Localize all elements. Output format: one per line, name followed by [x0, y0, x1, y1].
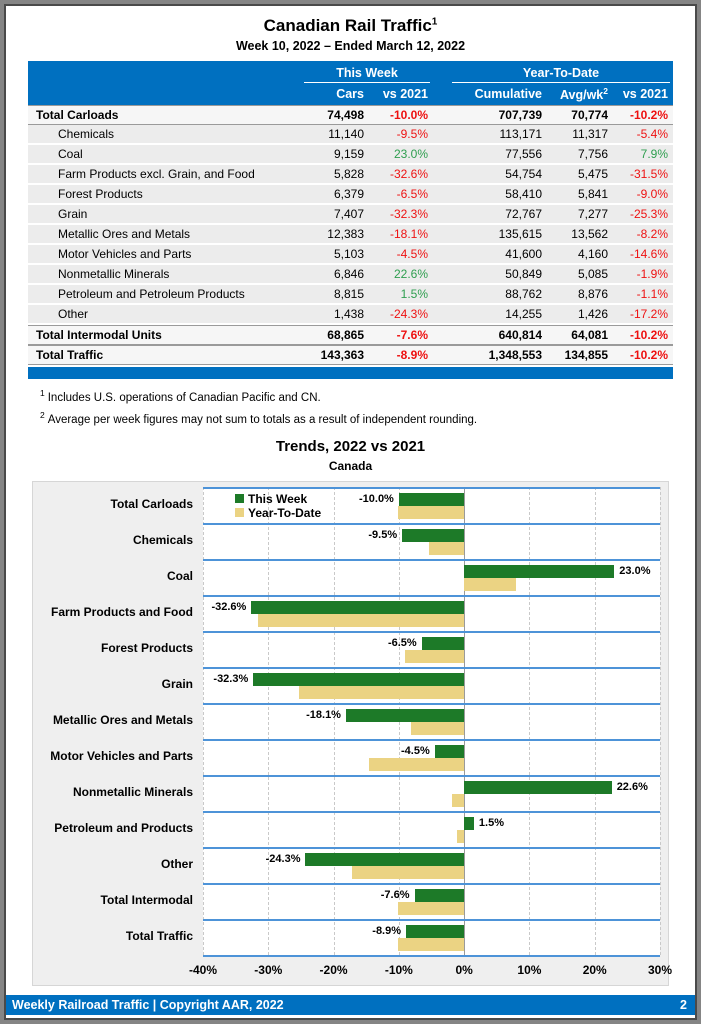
- cell-ytd-vs2021: -14.6%: [613, 245, 673, 265]
- row-label: Metallic Ores and Metals: [28, 225, 301, 245]
- chart-band: [203, 631, 660, 667]
- this-week-bar: [464, 565, 614, 578]
- table-row: [28, 165, 673, 185]
- cell-cumulative: 1,348,553: [449, 345, 547, 365]
- trends-bar-chart: [32, 481, 673, 986]
- legend-item-year-to-date: [235, 506, 321, 520]
- row-label: Farm Products excl. Grain, and Food: [28, 165, 301, 185]
- row-label: Total Carloads: [28, 105, 301, 125]
- cell-avg-wk: 5,475: [547, 165, 613, 185]
- x-tick-label: 30%: [647, 962, 673, 977]
- x-tick-label: -30%: [254, 962, 283, 977]
- x-tick-label: -40%: [188, 962, 218, 977]
- this-week-bar: [346, 709, 464, 722]
- chart-band: [203, 595, 660, 631]
- chart-band: [203, 919, 660, 955]
- this-week-bar: [464, 817, 474, 830]
- bar-value-label: -32.6%: [211, 600, 247, 613]
- cell-avg-wk: 134,855: [547, 345, 613, 365]
- chart-band: [203, 667, 660, 703]
- bar-value-label: -6.5%: [387, 636, 417, 649]
- cell-ytd-vs2021: -8.2%: [613, 225, 673, 245]
- year-to-date-bar: [452, 794, 464, 807]
- year-to-date-bar: [405, 650, 464, 663]
- cell-cumulative: 77,556: [449, 145, 547, 165]
- cell-gap: [433, 325, 449, 345]
- cell-cumulative: 54,754: [449, 165, 547, 185]
- cell-this-week-vs2021: -18.1%: [369, 225, 433, 245]
- chart-category-label: Total Carloads: [110, 497, 193, 512]
- chart-bands: [203, 487, 660, 955]
- cell-cars: 6,379: [301, 185, 369, 205]
- chart-category-label: Metallic Ores and Metals: [52, 713, 193, 728]
- cell-this-week-vs2021: -8.9%: [369, 345, 433, 365]
- table-body: [28, 105, 673, 365]
- chart-category-label: Farm Products and Food: [50, 605, 193, 620]
- chart-band: [203, 739, 660, 775]
- row-label: Coal: [28, 145, 301, 165]
- page-subtitle: Week 10, 2022 – Ended March 12, 2022: [235, 39, 466, 53]
- this-week-bar: [402, 529, 464, 542]
- table-row: [28, 105, 673, 125]
- x-tick-label: -20%: [319, 962, 348, 977]
- this-week-bar: [399, 493, 464, 506]
- legend-swatch-this-week-icon: [235, 494, 244, 503]
- year-to-date-bar: [398, 506, 465, 519]
- cell-ytd-vs2021: -9.0%: [613, 185, 673, 205]
- cell-cumulative: 707,739: [449, 105, 547, 125]
- cell-cumulative: 14,255: [449, 305, 547, 325]
- cell-ytd-vs2021: 7.9%: [613, 145, 673, 165]
- cell-gap: [433, 205, 449, 225]
- this-week-bar: [253, 673, 464, 686]
- year-to-date-bar: [457, 830, 464, 843]
- footnote-2: $^2$ Average per week figures may not sum to totals as a result of independent rounding.: [40, 409, 478, 426]
- column-header-avgwk: Avg/$wk^2$: [559, 85, 608, 103]
- chart-category-label: Coal: [166, 569, 193, 584]
- this-week-bar: [406, 925, 464, 938]
- cell-ytd-vs2021: -25.3%: [613, 205, 673, 225]
- table-header-groups: [28, 61, 673, 83]
- cell-cumulative: 41,600: [449, 245, 547, 265]
- bar-value-label: -18.1%: [306, 708, 341, 721]
- this-week-bar: [251, 601, 464, 614]
- cell-ytd-vs2021: -10.2%: [613, 105, 673, 125]
- chart-category-label: Chemicals: [132, 533, 193, 548]
- cell-ytd-vs2021: -10.2%: [613, 325, 673, 345]
- cell-this-week-vs2021: -24.3%: [369, 305, 433, 325]
- bar-value-label: -24.3%: [265, 852, 301, 865]
- cell-cars: 1,438: [301, 305, 369, 325]
- cell-ytd-vs2021: -1.1%: [613, 285, 673, 305]
- page-title-text: Canadian Rail Traffic: [263, 16, 432, 35]
- cell-gap: [433, 185, 449, 205]
- cell-avg-wk: 5,085: [547, 265, 613, 285]
- chart-subtitle: Canada: [328, 458, 373, 473]
- table-row: [28, 325, 673, 345]
- cell-cumulative: 135,615: [449, 225, 547, 245]
- cell-gap: [433, 245, 449, 265]
- chart-category-label: Forest Products: [100, 641, 193, 656]
- footer-text: Weekly Railroad Traffic | Copyright AAR, 2022: [12, 998, 284, 1012]
- cell-cars: 68,865: [301, 325, 369, 345]
- chart-category-labels: [35, 487, 203, 957]
- group-this-week: This Week: [301, 66, 433, 83]
- chart-category-label: Total Intermodal: [100, 893, 193, 908]
- bar-value-label: -10.0%: [358, 492, 394, 505]
- column-header-cars: Cars: [336, 87, 364, 101]
- table-bottom-divider: [28, 367, 673, 379]
- cell-avg-wk: 11,317: [547, 125, 613, 145]
- year-to-date-bar: [369, 758, 464, 771]
- cell-ytd-vs2021: -31.5%: [613, 165, 673, 185]
- table-header-columns: [28, 83, 673, 105]
- cell-gap: [433, 125, 449, 145]
- table-row: [28, 145, 673, 165]
- cell-cars: 8,815: [301, 285, 369, 305]
- cell-gap: [433, 145, 449, 165]
- row-label: Total Traffic: [28, 345, 301, 365]
- cell-avg-wk: 8,876: [547, 285, 613, 305]
- table-row: [28, 245, 673, 265]
- bar-value-label: -9.5%: [368, 528, 398, 541]
- bar-value-label: 23.0%: [619, 564, 651, 577]
- cell-cars: 12,383: [301, 225, 369, 245]
- year-to-date-bar: [352, 866, 464, 879]
- cell-this-week-vs2021: -6.5%: [369, 185, 433, 205]
- gridline: [660, 487, 661, 955]
- chart-category-label: Total Traffic: [125, 929, 193, 944]
- legend-label-this-week: This Week: [248, 491, 308, 506]
- cell-gap: [433, 345, 449, 365]
- row-label: Other: [28, 305, 301, 325]
- cell-gap: [433, 165, 449, 185]
- cell-cumulative: 113,171: [449, 125, 547, 145]
- cell-avg-wk: 64,081: [547, 325, 613, 345]
- cell-this-week-vs2021: -10.0%: [369, 105, 433, 125]
- year-to-date-bar: [464, 578, 516, 591]
- chart-band: [203, 847, 660, 883]
- cell-cars: 143,363: [301, 345, 369, 365]
- x-tick-label: 0%: [455, 962, 473, 977]
- bar-value-label: -4.5%: [401, 744, 430, 757]
- year-to-date-bar: [299, 686, 464, 699]
- footnotes: [40, 388, 695, 426]
- cell-this-week-vs2021: -7.6%: [369, 325, 433, 345]
- column-header-cumulative: Cumulative: [474, 87, 542, 101]
- table-row: [28, 285, 673, 305]
- chart-category-label: Nonmetallic Minerals: [72, 785, 193, 800]
- this-week-bar: [464, 781, 612, 794]
- this-week-bar: [435, 745, 464, 758]
- cell-avg-wk: 7,277: [547, 205, 613, 225]
- row-label: Forest Products: [28, 185, 301, 205]
- page-footer: [6, 995, 695, 1015]
- chart-legend: [235, 492, 321, 520]
- cell-gap: [433, 225, 449, 245]
- cell-ytd-vs2021: -10.2%: [613, 345, 673, 365]
- chart-band: [203, 883, 660, 919]
- cell-gap: [433, 265, 449, 285]
- chart-band: [203, 811, 660, 847]
- table-row: [28, 225, 673, 245]
- cell-this-week-vs2021: -4.5%: [369, 245, 433, 265]
- bar-value-label: 22.6%: [616, 780, 648, 793]
- cell-avg-wk: 70,774: [547, 105, 613, 125]
- cell-cars: 5,103: [301, 245, 369, 265]
- cell-cars: 74,498: [301, 105, 369, 125]
- year-to-date-bar: [398, 938, 465, 951]
- chart-category-label: Grain: [161, 677, 193, 692]
- row-label: Nonmetallic Minerals: [28, 265, 301, 285]
- x-tick-label: 10%: [517, 962, 542, 977]
- x-tick-label: -10%: [384, 962, 413, 977]
- cell-this-week-vs2021: 1.5%: [369, 285, 433, 305]
- cell-avg-wk: 1,426: [547, 305, 613, 325]
- page-title: [6, 16, 695, 36]
- page-frame: [4, 4, 697, 1020]
- chart-band: [203, 559, 660, 595]
- cell-ytd-vs2021: -17.2%: [613, 305, 673, 325]
- row-label: Motor Vehicles and Parts: [28, 245, 301, 265]
- row-label: Petroleum and Petroleum Products: [28, 285, 301, 305]
- cell-cars: 6,846: [301, 265, 369, 285]
- group-year-to-date: Year-To-Date: [449, 66, 673, 83]
- chart-band: [203, 703, 660, 739]
- cell-avg-wk: 13,562: [547, 225, 613, 245]
- year-to-date-bar: [258, 614, 464, 627]
- cell-cumulative: 88,762: [449, 285, 547, 305]
- cell-avg-wk: 5,841: [547, 185, 613, 205]
- chart-category-label: Motor Vehicles and Parts: [50, 749, 193, 764]
- cell-gap: [433, 285, 449, 305]
- x-tick-label: 20%: [582, 962, 607, 977]
- legend-swatch-year-to-date-icon: [235, 508, 244, 517]
- cell-cumulative: 72,767: [449, 205, 547, 225]
- table-row: [28, 305, 673, 325]
- cell-this-week-vs2021: 23.0%: [369, 145, 433, 165]
- table-row: [28, 265, 673, 285]
- column-header-tw-vs2021: vs 2021: [382, 87, 428, 101]
- chart-band: [203, 775, 660, 811]
- cell-this-week-vs2021: 22.6%: [369, 265, 433, 285]
- cell-ytd-vs2021: -1.9%: [613, 265, 673, 285]
- cell-gap: [433, 105, 449, 125]
- cell-cumulative: 58,410: [449, 185, 547, 205]
- title-footnote-marker: 1: [431, 16, 438, 28]
- cell-gap: [433, 305, 449, 325]
- traffic-table: [28, 61, 673, 379]
- chart-plot-area: [203, 487, 660, 957]
- bar-value-label: -8.9%: [372, 924, 402, 937]
- bar-value-label: 1.5%: [478, 816, 504, 829]
- chart-x-axis: [35, 957, 673, 981]
- legend-item-this-week: [235, 492, 321, 506]
- cell-this-week-vs2021: -9.5%: [369, 125, 433, 145]
- bar-value-label: -7.6%: [380, 888, 410, 901]
- chart-title: Trends, 2022 vs 2021: [275, 437, 426, 455]
- chart-category-label: Other: [160, 857, 193, 872]
- chart-band: [203, 523, 660, 559]
- cell-avg-wk: 7,756: [547, 145, 613, 165]
- cell-this-week-vs2021: -32.3%: [369, 205, 433, 225]
- year-to-date-bar: [398, 902, 465, 915]
- cell-cars: 9,159: [301, 145, 369, 165]
- row-label: Chemicals: [28, 125, 301, 145]
- cell-avg-wk: 4,160: [547, 245, 613, 265]
- legend-label-year-to-date: Year-To-Date: [248, 505, 322, 520]
- chart-category-label: Petroleum and Products: [54, 821, 193, 836]
- cell-cars: 7,407: [301, 205, 369, 225]
- table-row: [28, 125, 673, 145]
- cell-cumulative: 50,849: [449, 265, 547, 285]
- bar-value-label: -32.3%: [213, 672, 249, 685]
- cell-ytd-vs2021: -5.4%: [613, 125, 673, 145]
- cell-cumulative: 640,814: [449, 325, 547, 345]
- cell-this-week-vs2021: -32.6%: [369, 165, 433, 185]
- table-row: [28, 185, 673, 205]
- footnote-1: $^1$ Includes U.S. operations of Canadian Pacific and CN.: [40, 388, 321, 404]
- row-label: Total Intermodal Units: [28, 325, 301, 345]
- this-week-bar: [415, 889, 465, 902]
- table-row: [28, 205, 673, 225]
- cell-cars: 5,828: [301, 165, 369, 185]
- this-week-bar: [422, 637, 464, 650]
- avgwk-footnote-marker: 2: [603, 85, 608, 96]
- column-header-ytd-vs2021: vs 2021: [622, 87, 668, 101]
- footer-page-number: 2: [680, 998, 687, 1012]
- year-to-date-bar: [411, 722, 465, 735]
- year-to-date-bar: [429, 542, 464, 555]
- this-week-bar: [305, 853, 464, 866]
- chart-x-axis-labels: [188, 957, 673, 981]
- table-row: [28, 345, 673, 365]
- cell-cars: 11,140: [301, 125, 369, 145]
- row-label: Grain: [28, 205, 301, 225]
